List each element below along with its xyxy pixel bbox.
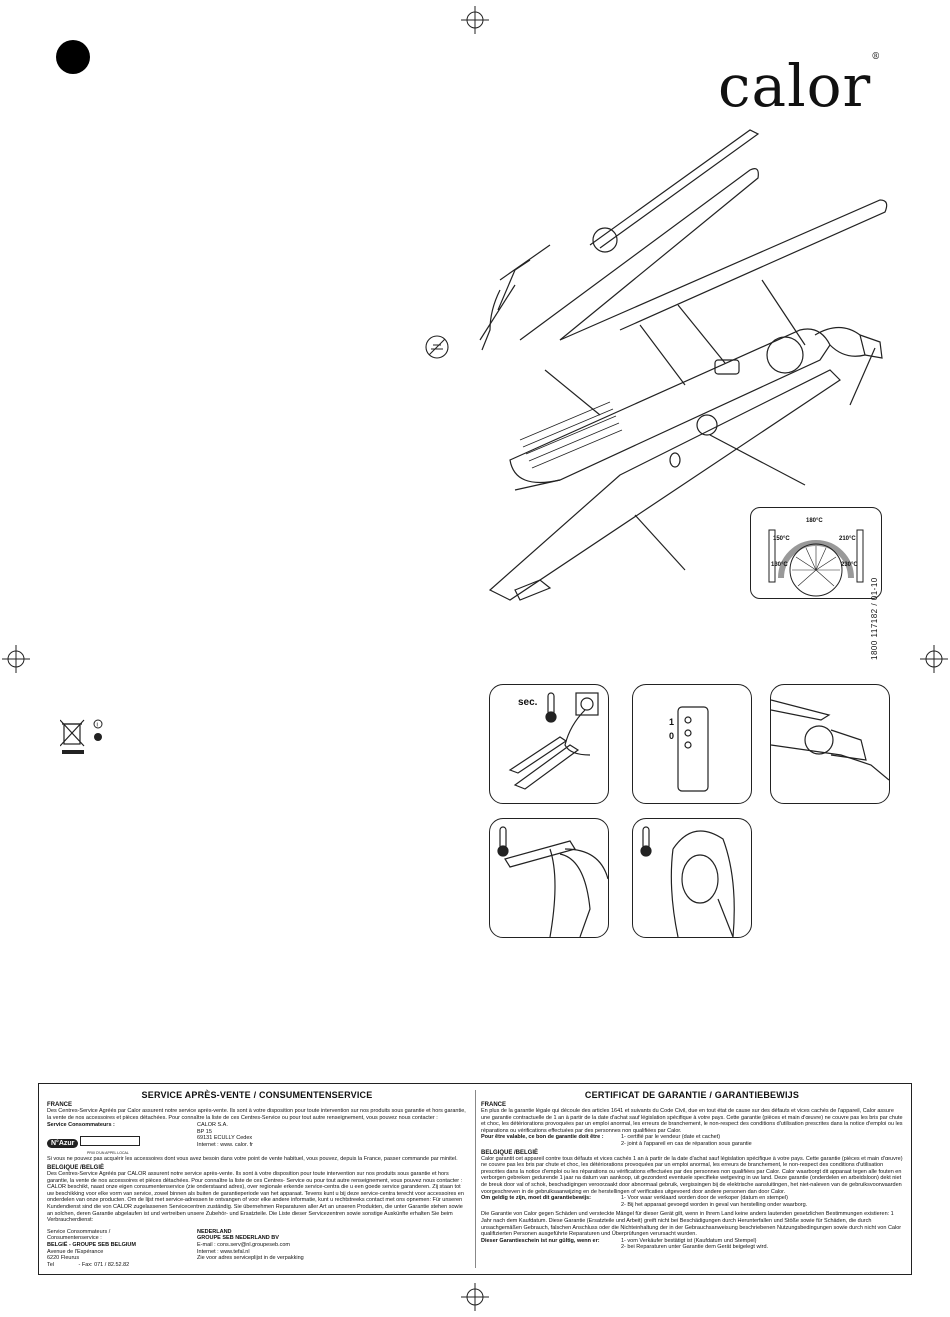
service-france-heading: FRANCE <box>47 1102 72 1108</box>
nl-line-2: Internet : www.tefal.nl <box>197 1248 250 1255</box>
guarantee-title: CERTIFICAT DE GARANTIE / GARANTIEBEWIJS <box>584 1090 800 1100</box>
de-valid-item-2: 2- bei Reparaturen unter Garantie dem Gerät beigelegt wird. <box>621 1244 769 1251</box>
service-france-footer: Si vous ne pouvez pas acquérir les accessoires dont vous avez besoin dans votre point de vente habituel, vous pouvez, depuis la France, passer commande par minitel. <box>47 1156 458 1163</box>
service-belgium-heading: BELGIQUE /BELGIË <box>47 1164 105 1171</box>
guarantee-belgium-heading: BELGIQUE /BELGIË <box>481 1149 539 1156</box>
calor-address-line-3: 69131 ECULLY Cedex <box>197 1135 253 1142</box>
service-column <box>47 1090 467 1268</box>
instruction-panel-1 <box>489 684 609 804</box>
de-valid-item-1: 1- vom Verkäufer bestätigt ist (Kaufdatum und Stempel) <box>621 1237 757 1244</box>
nl-valid-item-2: 2- Bij het apparaat gevoegd worden in geval van herstelling onder waarborg. <box>621 1201 808 1208</box>
be-address-1: Avenue de l'Espérance <box>47 1248 104 1255</box>
be-tel: Tel <box>47 1261 55 1268</box>
service-title: SERVICE APRÈS-VENTE / CONSUMENTENSERVICE <box>141 1090 373 1100</box>
guarantee-belgium-text: Calor garantit cet appareil contre tous défauts et vices cachés 1 an à partir de la date d'achat sauf législation spécifique à votre pays. Cette garantie (pièces et main d'œuvre) ne couvre pas les bris par chute et choc, les détériorations provoquées par un emploi anormal, les erreurs de branchement, le non-respect des conditions d'utilisation prescrites dans la notice d'emploi ou les réparations ou vérifications effectuées par des personnes non qualifiées par Calor. Calor waarborgt dit apparaat tegen alle fouten en verborgen gebreken gedurende 1 jaar na datum van aankoop, uit gezonderd eventuele specifieke wetgeving in uw land. Deze garantie (onderdelen en arbeidsloon) dekt niet de breuk door val of schok, beschadigingen veroorzaakt door abnormaal gebruik, vergissingen bij de elektrische aansluitingen, het niet-naleven van de gebruiksvoorwaarden voorgeschreven in de gebruiksaanwijzing en de herstellingen of verificaties uitgevoerd door andere personen dan door Calor. <box>481 1155 903 1195</box>
calor-address-line-4: Internet : www. calor. fr <box>197 1141 253 1148</box>
nl-valid-item-1: 1- Voor waar verklaard worden door de verkoper (datum en stempel) <box>621 1195 788 1202</box>
instruction-panel-4 <box>489 818 609 938</box>
instruction-panel-3 <box>770 684 890 804</box>
service-guarantee-box <box>38 1083 912 1275</box>
be-contact-label-1: Service Consommateurs / <box>47 1228 111 1235</box>
guarantee-france-text: En plus de la garantie légale qui découle des articles 1641 et suivants du Code Civil, due en tout état de cause sur des défauts et vices cachés de l'appareil, Calor assure une garantie contractuelle de 1 an à partir de la date d'achat sauf législation spécifique à votre pays. Cette garantie (pièces et main d'œuvre) ne couvre pas les bris par chute et choc, les détériorations provoquées par un emploi anormal, les erreurs de branchement, le non-respect des conditions d'utilisation prescrites dans la notice d'emploi ou les réparations ou vérifications effectuées par des personnes non qualifiées par Calor. <box>481 1108 903 1134</box>
calor-address-line-2: BP 15 <box>197 1128 212 1135</box>
guarantee-france-heading: FRANCE <box>481 1102 506 1108</box>
registration-mark-bottom <box>461 1283 489 1311</box>
calor-address-line-1: CALOR S.A. <box>197 1122 228 1129</box>
temp-label-210: 210°C <box>839 536 856 542</box>
nl-line-1: E-mail : cons.serv@nl.groupeseb.com <box>197 1241 291 1248</box>
weee-bin-icon <box>60 718 108 758</box>
be-address-2: 6220 Fleurus <box>47 1255 80 1262</box>
nl-company: GROUPE SEB NEDERLAND BV <box>197 1235 279 1242</box>
guarantee-valid-item-1: 1- certifié par le vendeur (date et cachet) <box>621 1134 721 1141</box>
nl-line-3: Zie voor adres serviceplijst in de verpakking <box>197 1255 304 1262</box>
language-marker-dot <box>56 40 90 74</box>
guarantee-valid-item-2: 2- joint à l'appareil en cas de réparation sous garantie <box>621 1140 752 1147</box>
calor-logo: calor® <box>718 52 882 120</box>
registration-mark-top <box>461 6 489 34</box>
registration-mark-right <box>920 645 948 673</box>
service-belgium-text: Des Centres-Service Agréés par CALOR assurent notre service après-vente. Ils sont à votre disposition pour toute intervention sur nos produits sous garantie et hors garantie, la vente de nos accessoires et pièces détachées. Pour connaître la liste de ces Centres- Service ou pour tout autre renseignement, vous pouvez nous contacter : CALOR beschikt, naast onze eigen consumentenservice (zie onderstaand adres), over regionale erkende service-centra die u een goede service garanderen. Zij staan tot uw beschikking voor elke vorm van service, zowel binnen als buiten de garantieperiode van het apparaat. Tevens kunt u bij deze service-centra terecht voor accessoires en onderdelen van onze producten. Om de lijst met service-adressen te ontvangen of voor elke andere informatie, kunt u rechtstreeks contact met ons opnemen: Für unseren Kundendienst sind die von CALOR zugelassenen Servicecentren zuständig. Sie übernehmen Reparaturen aller Art an unseren Produkten, die unter Garantie stehen sowie an solchen, deren Garantie abgelaufen ist und vertreiben unsere Zubehör- und Ersatzteile. Die Liste dieser Servicezentren sowie sonstige Auskünfte erhalten Sie beim Verbraucherdienst: <box>47 1170 464 1224</box>
nazur-badge: N°Azur <box>47 1139 78 1148</box>
document-reference-number: 1800 117182 / 01-10 <box>870 577 879 660</box>
nazur-caption: PRIX D'UN APPEL LOCAL <box>87 1150 129 1155</box>
panel-off-label: 0 <box>669 731 675 741</box>
panel-on-label: 1 <box>669 717 675 727</box>
be-contact-label-2: Consumentenservice : <box>47 1235 102 1242</box>
be-company: BELGIË - GROUPE SEB BELGIUM <box>47 1241 136 1248</box>
de-valid-label: Dieser Garantieschein ist nur gültig, wenn er: <box>481 1237 600 1244</box>
be-fax: - Fax: 071 / 82.52.82 <box>78 1261 130 1268</box>
temp-label-150: 150°C <box>773 536 790 542</box>
temp-label-230: 230°C <box>841 562 858 568</box>
temperature-dial-diagram <box>750 507 882 599</box>
nazur-number-box <box>80 1136 140 1146</box>
instruction-panel-2 <box>632 684 752 804</box>
panel-sec-label: sec. <box>518 697 538 708</box>
nl-heading: NEDERLAND <box>197 1228 232 1235</box>
temp-label-180: 180°C <box>806 518 823 524</box>
footer-divider <box>475 1090 476 1268</box>
temp-label-130: 130°C <box>771 562 788 568</box>
instruction-panel-5 <box>632 818 752 938</box>
service-france-text: Des Centres-Service Agréés par Calor assurent notre service après-vente. Ils sont à votre disposition pour toute intervention sur nos produits sous garantie et hors garantie, la vente de nos accessoires et pièces détachées. Pour connaître la liste de ces Centres-Service ou pour tout autre renseignement, vous pouvez nous contacter : <box>47 1108 466 1121</box>
guarantee-valid-label: Pour être valable, ce bon de garantie doit être : <box>481 1134 604 1141</box>
nl-valid-label: Om geldig te zijn, moet dit garantiebewijs: <box>481 1195 592 1202</box>
guarantee-column <box>481 1090 903 1251</box>
guarantee-de-text: Die Garantie von Calor gegen Schäden und versteckte Mängel für dieser Gerät gilt, wenn in Ihrem Land keine anders lautenden gesetzlichen Bestimmungen existieren: 1 Jahr nach dem Kaufdatum. Diese Garantie (Ersatzteile und Arbeit) greift nicht bei Beschädigungen durch Herunterfallen und Stöße sowie für Schäden, die durch unsachgemäßen Gebrauch, falschen Anschluss oder die Nichteinhaltung der in der Gebrauchsanweisung beschriebenen Nutzungsbedingungen sowie durch nicht von Calor qualifizierten Personen ausgeführte Reparaturen und Überprüfungen verursacht wurden. <box>481 1211 902 1238</box>
svg-text:i: i <box>96 722 98 729</box>
service-consommateurs-label: Service Consommateurs : <box>47 1122 115 1129</box>
registration-mark-left <box>2 645 30 673</box>
